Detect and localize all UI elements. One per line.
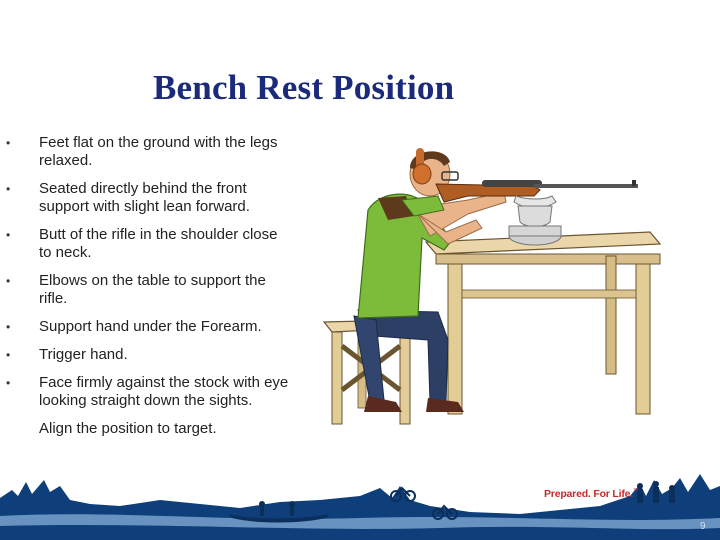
bullet-item (0, 272, 290, 308)
bullet-icon: • (6, 182, 11, 196)
bench-table (426, 232, 660, 414)
bullet-list (0, 134, 290, 448)
bullet-item (0, 374, 290, 410)
bullet-item (0, 226, 290, 262)
front-rest (509, 196, 561, 245)
page-number: 9 (700, 521, 706, 532)
bullet-text: Face firmly against the stock with eye looking straight down the sights. (39, 374, 289, 409)
slide-title: Bench Rest Position (153, 68, 455, 107)
bullet-item (0, 134, 290, 170)
bullet-icon: • (6, 136, 11, 150)
bullet-item (0, 318, 290, 336)
bullet-icon: • (6, 376, 11, 390)
shooter-at-bench-illustration (318, 140, 680, 440)
bullet-item (0, 420, 290, 438)
footer-banner (0, 460, 720, 540)
brand-tagline (544, 488, 639, 500)
trademark-mark: ™ (632, 488, 639, 495)
bullet-text: Feet flat on the ground with the legs relaxed. (39, 134, 278, 169)
bullet-text: Align the position to target. (39, 420, 217, 437)
tagline-text: Prepared. For Life. (544, 488, 633, 500)
bullet-icon: • (6, 274, 11, 288)
bullet-text: Seated directly behind the front support with slight lean forward. (39, 180, 250, 215)
bullet-icon: • (6, 320, 11, 334)
bullet-text: Trigger hand. (39, 346, 128, 363)
hikers-silhouette-icon (637, 481, 675, 503)
bullet-text: Butt of the rifle in the shoulder close to neck. (39, 226, 278, 261)
bullet-text: Support hand under the Forearm. (39, 318, 262, 335)
bullet-icon: • (6, 348, 11, 362)
bullet-item (0, 180, 290, 216)
bullet-item (0, 346, 290, 364)
bullet-text: Elbows on the table to support the rifle. (39, 272, 266, 307)
bullet-icon: • (6, 228, 11, 242)
